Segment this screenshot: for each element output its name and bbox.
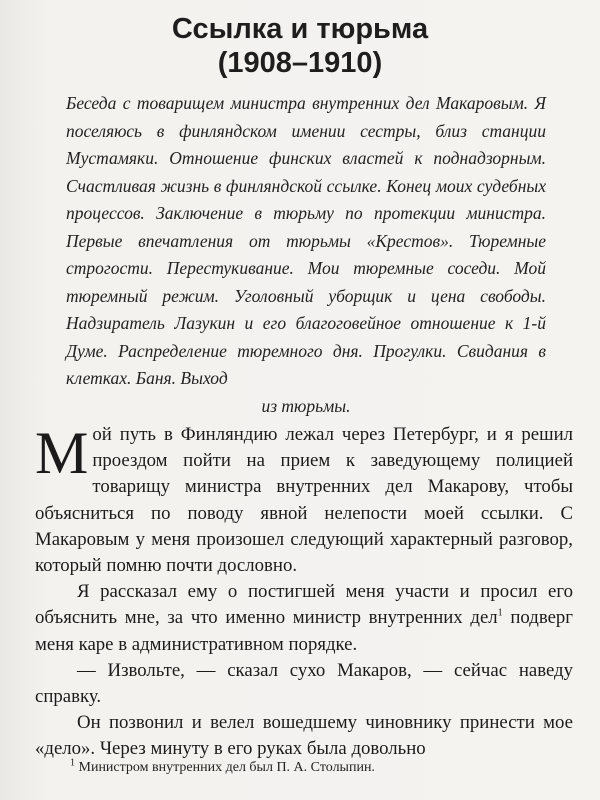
paragraph-3: — Извольте, — сказал сухо Макаров, — сейчас наведу справку. (35, 659, 573, 708)
paragraph-2-end: подверг меня каре в административном порядке. (35, 607, 574, 655)
footnote (70, 757, 570, 776)
drop-cap: М (35, 420, 89, 486)
chapter-title-main: Ссылка и тюрьма (171, 13, 429, 45)
paragraph-2 (35, 579, 573, 658)
footnote-text: Министром внутренних дел был П. А. Столыпин. (78, 760, 375, 775)
paragraph-2-text: Я рассказал ему о постигшей меня участи и просил его объяснить мне, за что именно министр внутренних дел (35, 581, 573, 629)
summary-text: Беседа с товарищем министра внутренних дел Макаровым. Я поселяюсь в финляндском имении сестры, близ станции Мустамяки. Отношение финских властей к поднадзорным. Счастливая жизнь в финляндской ссылке. Конец моих судебных процессов. Заключение в тюрьму по протекции министра. Первые впечатления от тюрьмы «Крестов». Тюремные строгости. Перестукивание. Мои тюремные соседи. Мой тюремный режим. Уголовный уборщик и цена свободы. Надзиратель Лазукин и его благоговейное отношение к 1-й Думе. Распределение тюремного дня. Прогулки. Свидания в клетках. Баня. Выход (66, 93, 546, 388)
paragraph-4: Он позвонил и велел вошедшему чиновнику принести мое «дело». Через минуту в его руках была довольно (35, 712, 573, 760)
paragraph-1 (35, 422, 573, 579)
summary-last-line: из тюрьмы. (261, 395, 351, 416)
chapter-years: (1908–1910) (217, 47, 383, 79)
chapter-summary (66, 90, 546, 420)
paragraph-1-text: ой путь в Финляндию лежал через Петербург, и я решил проездом пойти на прием к заведующему полицией товарищу министра внутренних дел Макарову, чтобы объясниться по поводу явной нелепости моей ссылки. С Макаровым у меня произошел следующий характерный разговор, который помню почти дословно. (35, 424, 573, 577)
footnote-mark: 1 (70, 757, 75, 769)
chapter-title (0, 12, 600, 80)
footnote-reference: 1 (497, 608, 503, 620)
body-text (35, 422, 573, 763)
